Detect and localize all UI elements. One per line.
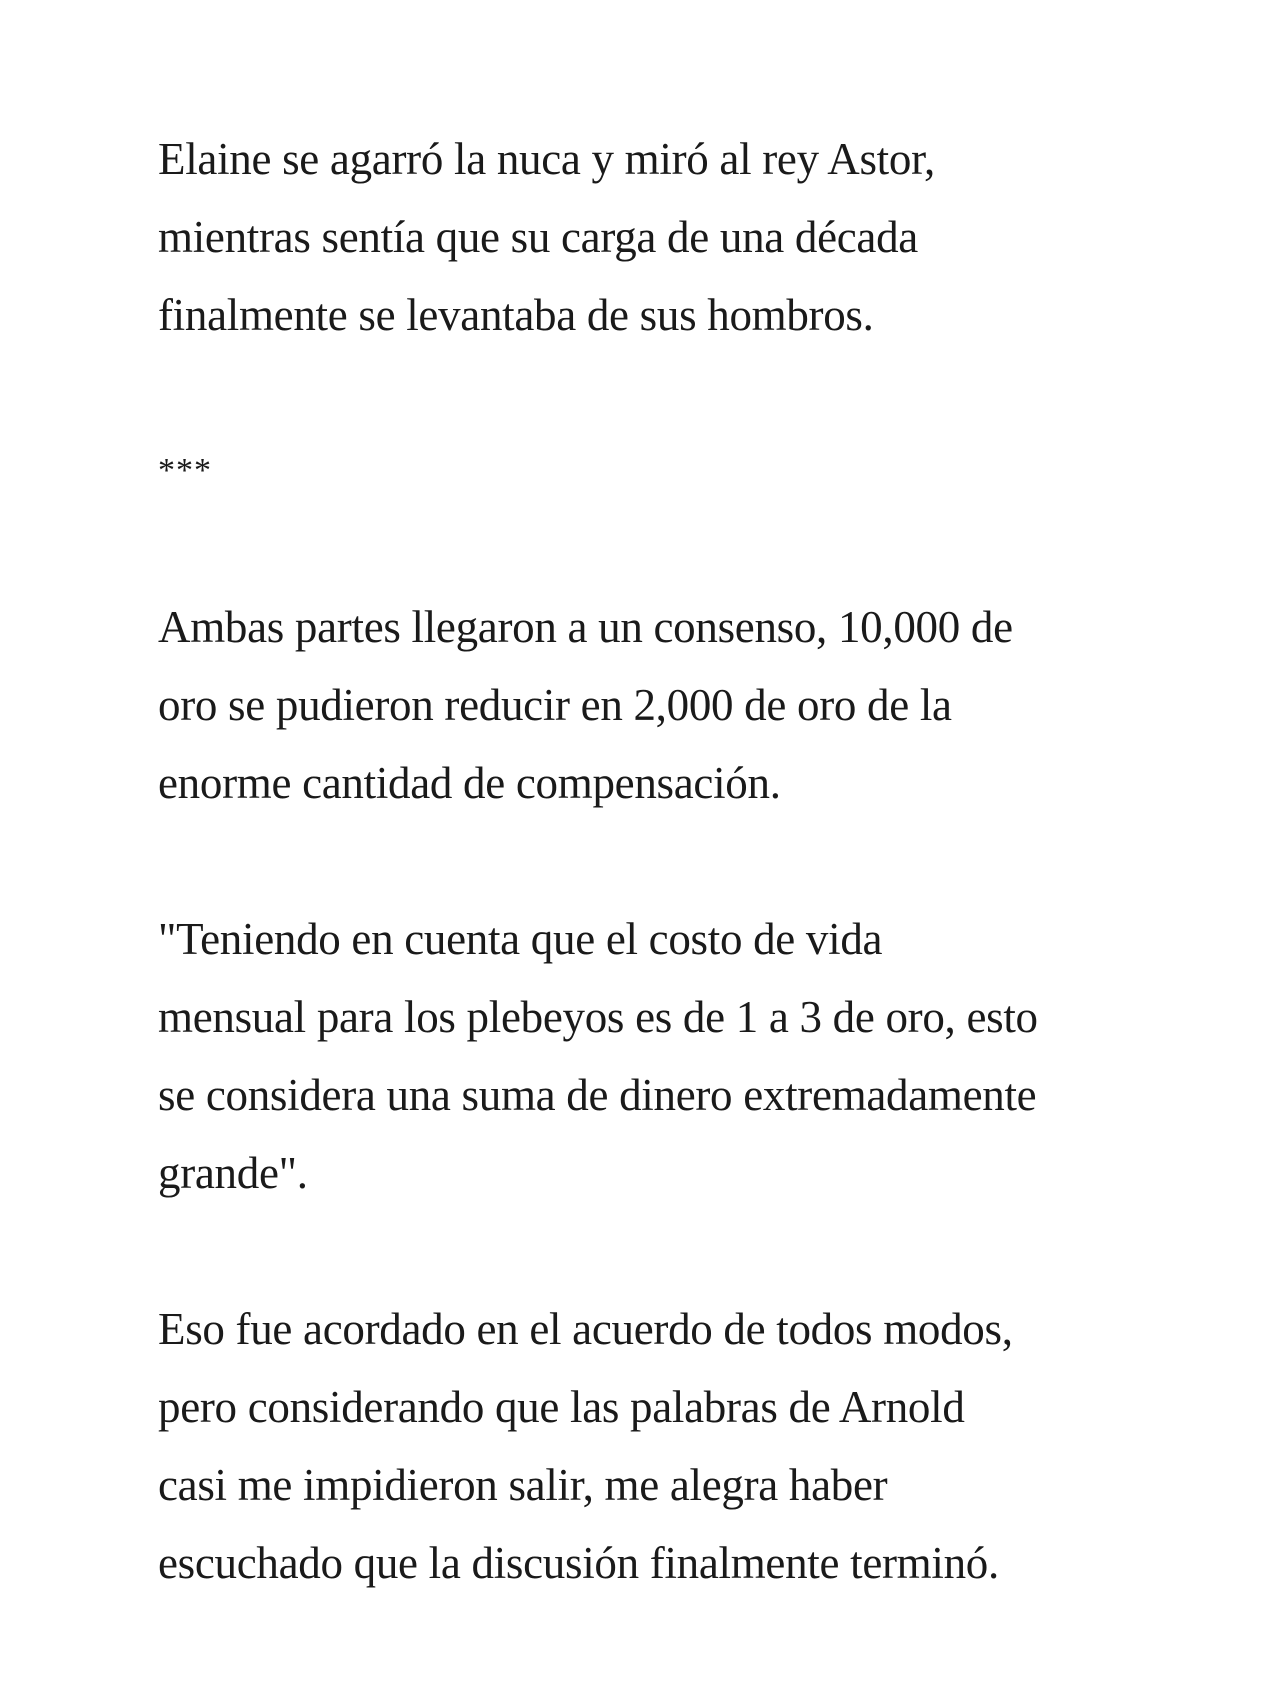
text-line: Elaine se agarró la nuca y miró al rey Astor, (158, 134, 935, 184)
paragraph-gap (158, 354, 1158, 432)
paragraph-1 (158, 120, 1158, 354)
text-line: mensual para los plebeyos es de 1 a 3 de oro, esto (158, 992, 1038, 1042)
paragraph-3 (158, 900, 1158, 1212)
text-line: enorme cantidad de compensación. (158, 758, 781, 808)
text-line: pero considerando que las palabras de Arnold (158, 1382, 965, 1432)
text-line: mientras sentía que su carga de una década (158, 212, 918, 262)
paragraph-gap (158, 510, 1158, 588)
text-line: "Teniendo en cuenta que el costo de vida (158, 914, 883, 964)
chapter-text (158, 120, 1158, 1602)
paragraph-4 (158, 1290, 1158, 1602)
paragraph-gap (158, 1212, 1158, 1290)
paragraph-gap (158, 822, 1158, 900)
paragraph-2 (158, 588, 1158, 822)
text-line: Eso fue acordado en el acuerdo de todos modos, (158, 1304, 1013, 1354)
text-line: escuchado que la discusión finalmente terminó. (158, 1538, 999, 1588)
text-line: se considera una suma de dinero extremadamente (158, 1070, 1037, 1120)
text-line: casi me impidieron salir, me alegra haber (158, 1460, 888, 1510)
text-line: grande". (158, 1148, 308, 1198)
text-line: Ambas partes llegaron a un consenso, 10,000 de (158, 602, 1013, 652)
text-line: finalmente se levantaba de sus hombros. (158, 290, 874, 340)
text-line: oro se pudieron reducir en 2,000 de oro de la (158, 680, 952, 730)
scene-separator: *** (158, 452, 212, 489)
